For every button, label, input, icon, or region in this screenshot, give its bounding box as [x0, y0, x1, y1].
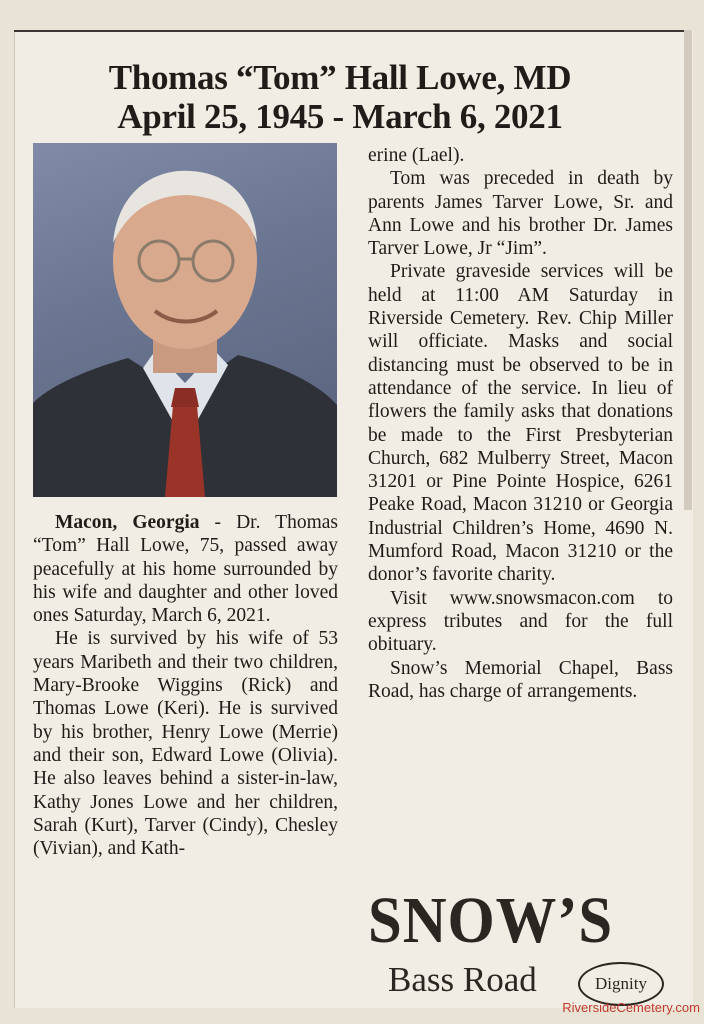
opening-paragraph	[33, 511, 338, 627]
portrait-photo	[33, 143, 337, 497]
services-paragraph: Private graveside services will be held at 11:00 AM Saturday in Riverside Cemetery. Rev. Chip Miller will officiate. Masks and social distancing must be observed to be in attendance of the service. In lieu of flowers the family asks that donations be made to the First Presbyterian Church, 682 Mulberry Street, Macon 31201 or Pine Pointe Hospice, 6261 Peake Road, Macon 31210 or Georgia Industrial Children’s Home, 4690 N. Mumford Road, Macon 31210 or the donor’s favorite charity.	[368, 261, 673, 586]
column-left	[33, 511, 338, 860]
column-right	[368, 144, 673, 703]
obituary-dates: April 25, 1945 - March 6, 2021	[117, 97, 563, 136]
obituary-name: Thomas “Tom” Hall Lowe, MD	[108, 58, 572, 97]
survivors-paragraph: He is survived by his wife of 53 years Maribeth and their two children, Mary-Brooke Wiggins (Rick) and Thomas Lowe (Keri). He is survived by his brother, Henry Lowe (Merrie) and their son, Edward Lowe (Olivia). He also leaves behind a sister-in-law, Kathy Jones Lowe and her children, Sarah (Kurt), Tarver (Cindy), Chesley (Vivian), and Kath-	[33, 628, 338, 860]
funeral-home-ad-name: SNOW’S	[368, 884, 614, 957]
visit-paragraph: Visit www.snowsmacon.com to express tributes and for the full obituary.	[368, 587, 673, 656]
dateline: Macon, Georgia	[55, 512, 200, 533]
top-rule	[14, 30, 692, 32]
dignity-logo-badge: Dignity	[578, 962, 664, 1006]
continued-text: erine (Lael).	[368, 145, 465, 166]
opening-text: - Dr. Thomas “Tom” Hall Lowe, 75, passed away peacefully at his home surrounded by his wife and daughter and other loved ones Saturday, March 6, 2021.	[33, 512, 338, 627]
bleed-through-strip	[684, 30, 692, 510]
source-credit-link[interactable]: RiversideCemetery.com	[562, 1000, 700, 1015]
funeral-home-ad-location: Bass Road	[388, 960, 537, 999]
arrangements-paragraph: Snow’s Memorial Chapel, Bass Road, has charge of arrangements.	[368, 657, 673, 702]
preceded-paragraph: Tom was preceded in death by parents James Tarver Lowe, Sr. and Ann Lowe and his brother Dr. James Tarver Lowe, Jr “Jim”.	[368, 168, 673, 260]
